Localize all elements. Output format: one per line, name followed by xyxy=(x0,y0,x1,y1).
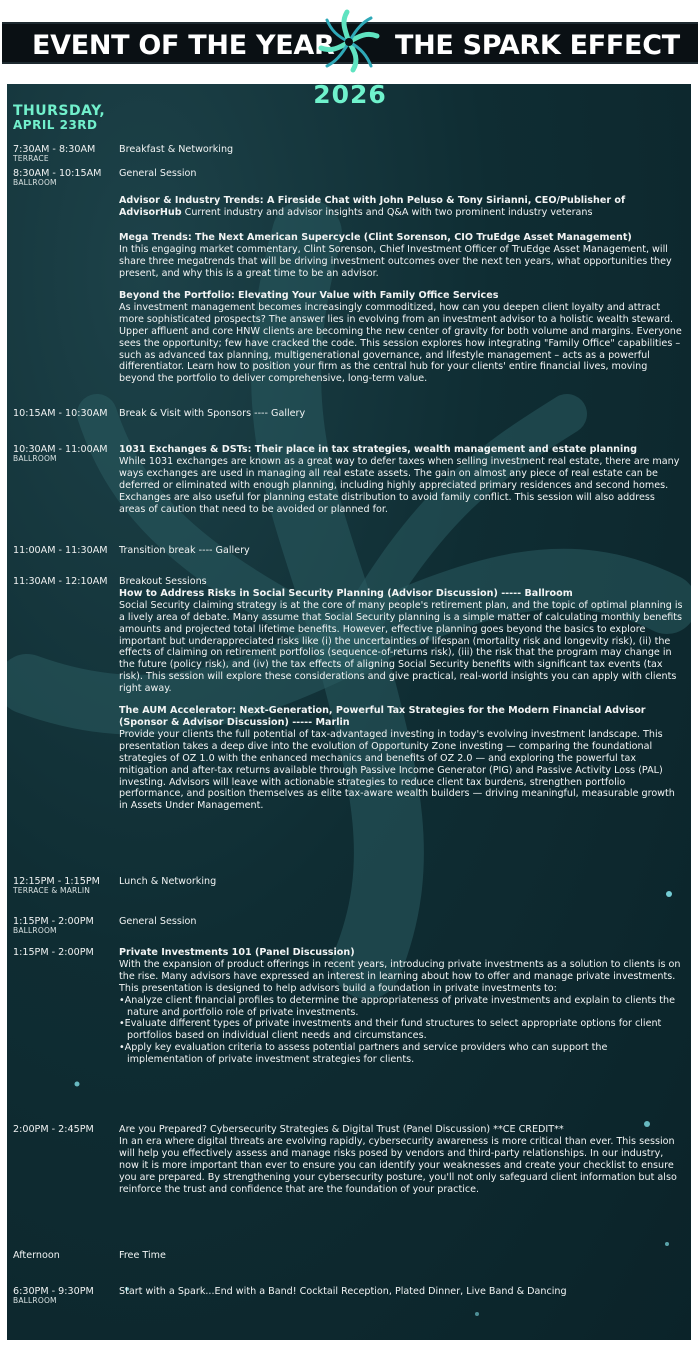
session-title: Mega Trends: The Next American Supercycle (Clint Sorenson, CIO TruEdge Asset Management) xyxy=(119,232,632,243)
session-title: Private Investments 101 (Panel Discussion) xyxy=(119,947,355,958)
session-title: Break & Visit with Sponsors ---- Gallery xyxy=(119,408,306,419)
time-slot: 10:15AM - 10:30AM xyxy=(13,408,108,419)
session-title: Are you Prepared? Cybersecurity Strategies & Digital Trust (Panel Discussion) **CE CREDIT** xyxy=(119,1124,564,1135)
session-description: As investment management becomes increasingly commoditized, how can you deepen client loyalty and attract more sophisticated prospects? The answer lies in evolving from an investment advisor to a holistic wealth steward. Upper affluent and core HNW clients are becoming the new center of gravity for both volume and margins. Everyone sees the opportunity; few have cracked the code. This session explores how integrating "Family Office" capabilities – such as advanced tax planning, multigenerational governance, and lifestyle management – acts as a powerful differentiator. Learn how to position your firm as the central hub for your clients' entire financial lives, moving beyond the portfolio to deliver comprehensive, long-term value. xyxy=(119,301,682,385)
bullet-list xyxy=(119,995,684,1066)
session-title: General Session xyxy=(119,168,197,179)
time-slot: 10:30AM - 11:00AM BALLROOM xyxy=(13,444,123,463)
date-label: APRIL 23RD xyxy=(13,118,98,132)
list-item: • Apply key evaluation criteria to assess potential partners and service providers who can support the implementation of private investment strategies for clients. xyxy=(119,1042,684,1066)
room-label: BALLROOM xyxy=(13,1296,57,1305)
session-title: The AUM Accelerator: Next-Generation, Powerful Tax Strategies for the Modern Financial Advisor (Sponsor & Advisor Discussion) ----- Marlin xyxy=(119,705,646,728)
room-label: BALLROOM xyxy=(13,178,57,187)
time-slot: 6:30PM - 9:30PM BALLROOM xyxy=(13,1286,123,1305)
room-label: TERRACE & MARLIN xyxy=(13,886,91,895)
room-label: TERRACE xyxy=(13,154,49,163)
weekday-label: THURSDAY, xyxy=(13,103,106,119)
session-title: Breakfast & Networking xyxy=(119,144,234,155)
time-slot: 2:00PM - 2:45PM xyxy=(13,1124,94,1135)
session-title: Lunch & Networking xyxy=(119,876,217,887)
session-description: While 1031 exchanges are known as a great way to defer taxes when selling investment real estate, there are many ways exchanges are used in managing all real estate assets. The gain on almost any piece of real estate can be deferred or eliminated with enough planning, including highly appreciated primary residences and second homes. Exchanges are also useful for planning estate distribution to avoid family conflict. This session will also address areas of caution that need to be avoided or planned for. xyxy=(119,455,680,515)
session-description: Current industry and advisor insights and Q&A with two prominent industry veterans xyxy=(184,206,593,218)
time-slot: 1:15PM - 2:00PM xyxy=(13,947,94,958)
time-slot: 7:30AM - 8:30AM TERRACE xyxy=(13,144,123,163)
spark-logo-icon xyxy=(315,6,383,78)
session-title: Free Time xyxy=(119,1250,166,1261)
session-title: 1031 Exchanges & DSTs: Their place in tax strategies, wealth management and estate planning xyxy=(119,444,637,455)
room-label: BALLROOM xyxy=(13,926,57,935)
room-label: BALLROOM xyxy=(13,454,57,463)
session-description: In an era where digital threats are evolving rapidly, cybersecurity awareness is more critical than ever. This session will help you effectively assess and manage risks posed by vendors and third-party relationships. In our industry, now it is more important than ever to ensure you can identify your weaknesses and create your checklist to ensure you are prepared. By strengthening your cybersecurity posture, you'll not only safeguard client information but also reinforce the trust and confidence that are the foundation of your practice. xyxy=(119,1135,677,1195)
event-year: 2026 xyxy=(313,80,387,109)
time-slot: 11:30AM - 12:10AM xyxy=(13,576,108,587)
time-slot: 12:15PM - 1:15PM TERRACE & MARLIN xyxy=(13,876,123,895)
session-title: Beyond the Portfolio: Elevating Your Value with Family Office Services xyxy=(119,290,499,301)
event-of-the-year-title: EVENT OF THE YEAR xyxy=(32,30,335,61)
time-slot: 1:15PM - 2:00PM BALLROOM xyxy=(13,916,123,935)
session-description: Provide your clients the full potential of tax-advantaged investing in today's evolving investment landscape. This presentation takes a deep dive into the evolution of Opportunity Zone investing — comparing the foundational strategies of OZ 1.0 with the enhanced mechanics and benefits of OZ 2.0 — and exploring the powerful tax mitigation and after-tax returns available through Passive Income Generator (PIG) and Passive Activity Loss (PAL) investing. Advisors will leave with actionable strategies to reduce client tax burdens, strengthen portfolio performance, and position themselves as elite tax-aware wealth builders — driving meaningful, measurable growth in Assets Under Management. xyxy=(119,728,675,812)
session-title: Breakout Sessions xyxy=(119,576,207,587)
list-item: • Evaluate different types of private investments and their fund structures to select appropriate options for client portfolios based on individual client needs and circumstances. xyxy=(119,1018,684,1042)
session-title: Advisor & Industry Trends: A Fireside Chat with John Peluso & Tony Sirianni, CEO/Publisher of AdvisorHub xyxy=(119,195,626,218)
session-title: General Session xyxy=(119,916,197,927)
time-slot: 11:00AM - 11:30AM xyxy=(13,545,108,556)
session-title: How to Address Risks in Social Security Planning (Advisor Discussion) ----- Ballroom xyxy=(119,587,573,599)
spark-effect-title: THE SPARK EFFECT xyxy=(395,30,680,61)
time-slot: Afternoon xyxy=(13,1250,60,1261)
list-item: • Analyze client financial profiles to determine the appropriateness of private investments and explain to clients the nature and portfolio role of private investments. xyxy=(119,995,684,1019)
session-description: With the expansion of product offerings in recent years, introducing private investments as a solution to clients is on the rise. Many advisors have expressed an interest in learning about how to offer and manage private investments. This presentation is designed to help advisors build a foundation in private investments to: xyxy=(119,958,681,994)
agenda-panel xyxy=(7,84,691,1340)
session-title: Transition break ---- Gallery xyxy=(119,545,250,556)
session-description: In this engaging market commentary, Clint Sorenson, Chief Investment Officer of TruEdge Asset Management, will share three megatrends that will be driving investment outcomes over the next ten years, what opportunities they present, and why this is a great time to be an advisor. xyxy=(119,243,672,279)
session-title: Start with a Spark...End with a Band! Cocktail Reception, Plated Dinner, Live Band & Dancing xyxy=(119,1286,567,1297)
session-description: Social Security claiming strategy is at the core of many people's retirement plan, and the topic of optimal planning is a lively area of debate. Many assume that Social Security planning is a simple matter of calculating monthly benefits amounts and projected total lifetime benefits. However, effective planning goes beyond the basics to explore important but underappreciated risks like (i) the uncertainties of lifespan (mortality risk and longevity risk), (ii) the effects of claiming on retirement portfolios (sequence-of-returns risk), (iii) the risk that the program may change in the future (policy risk), and (iv) the tax effects of aligning Social Security benefits with significant tax events (tax risk). This session will explore these considerations and give practical, real-world insights you can apply with clients right away. xyxy=(119,599,683,695)
time-slot: 8:30AM - 10:15AM BALLROOM xyxy=(13,168,123,187)
